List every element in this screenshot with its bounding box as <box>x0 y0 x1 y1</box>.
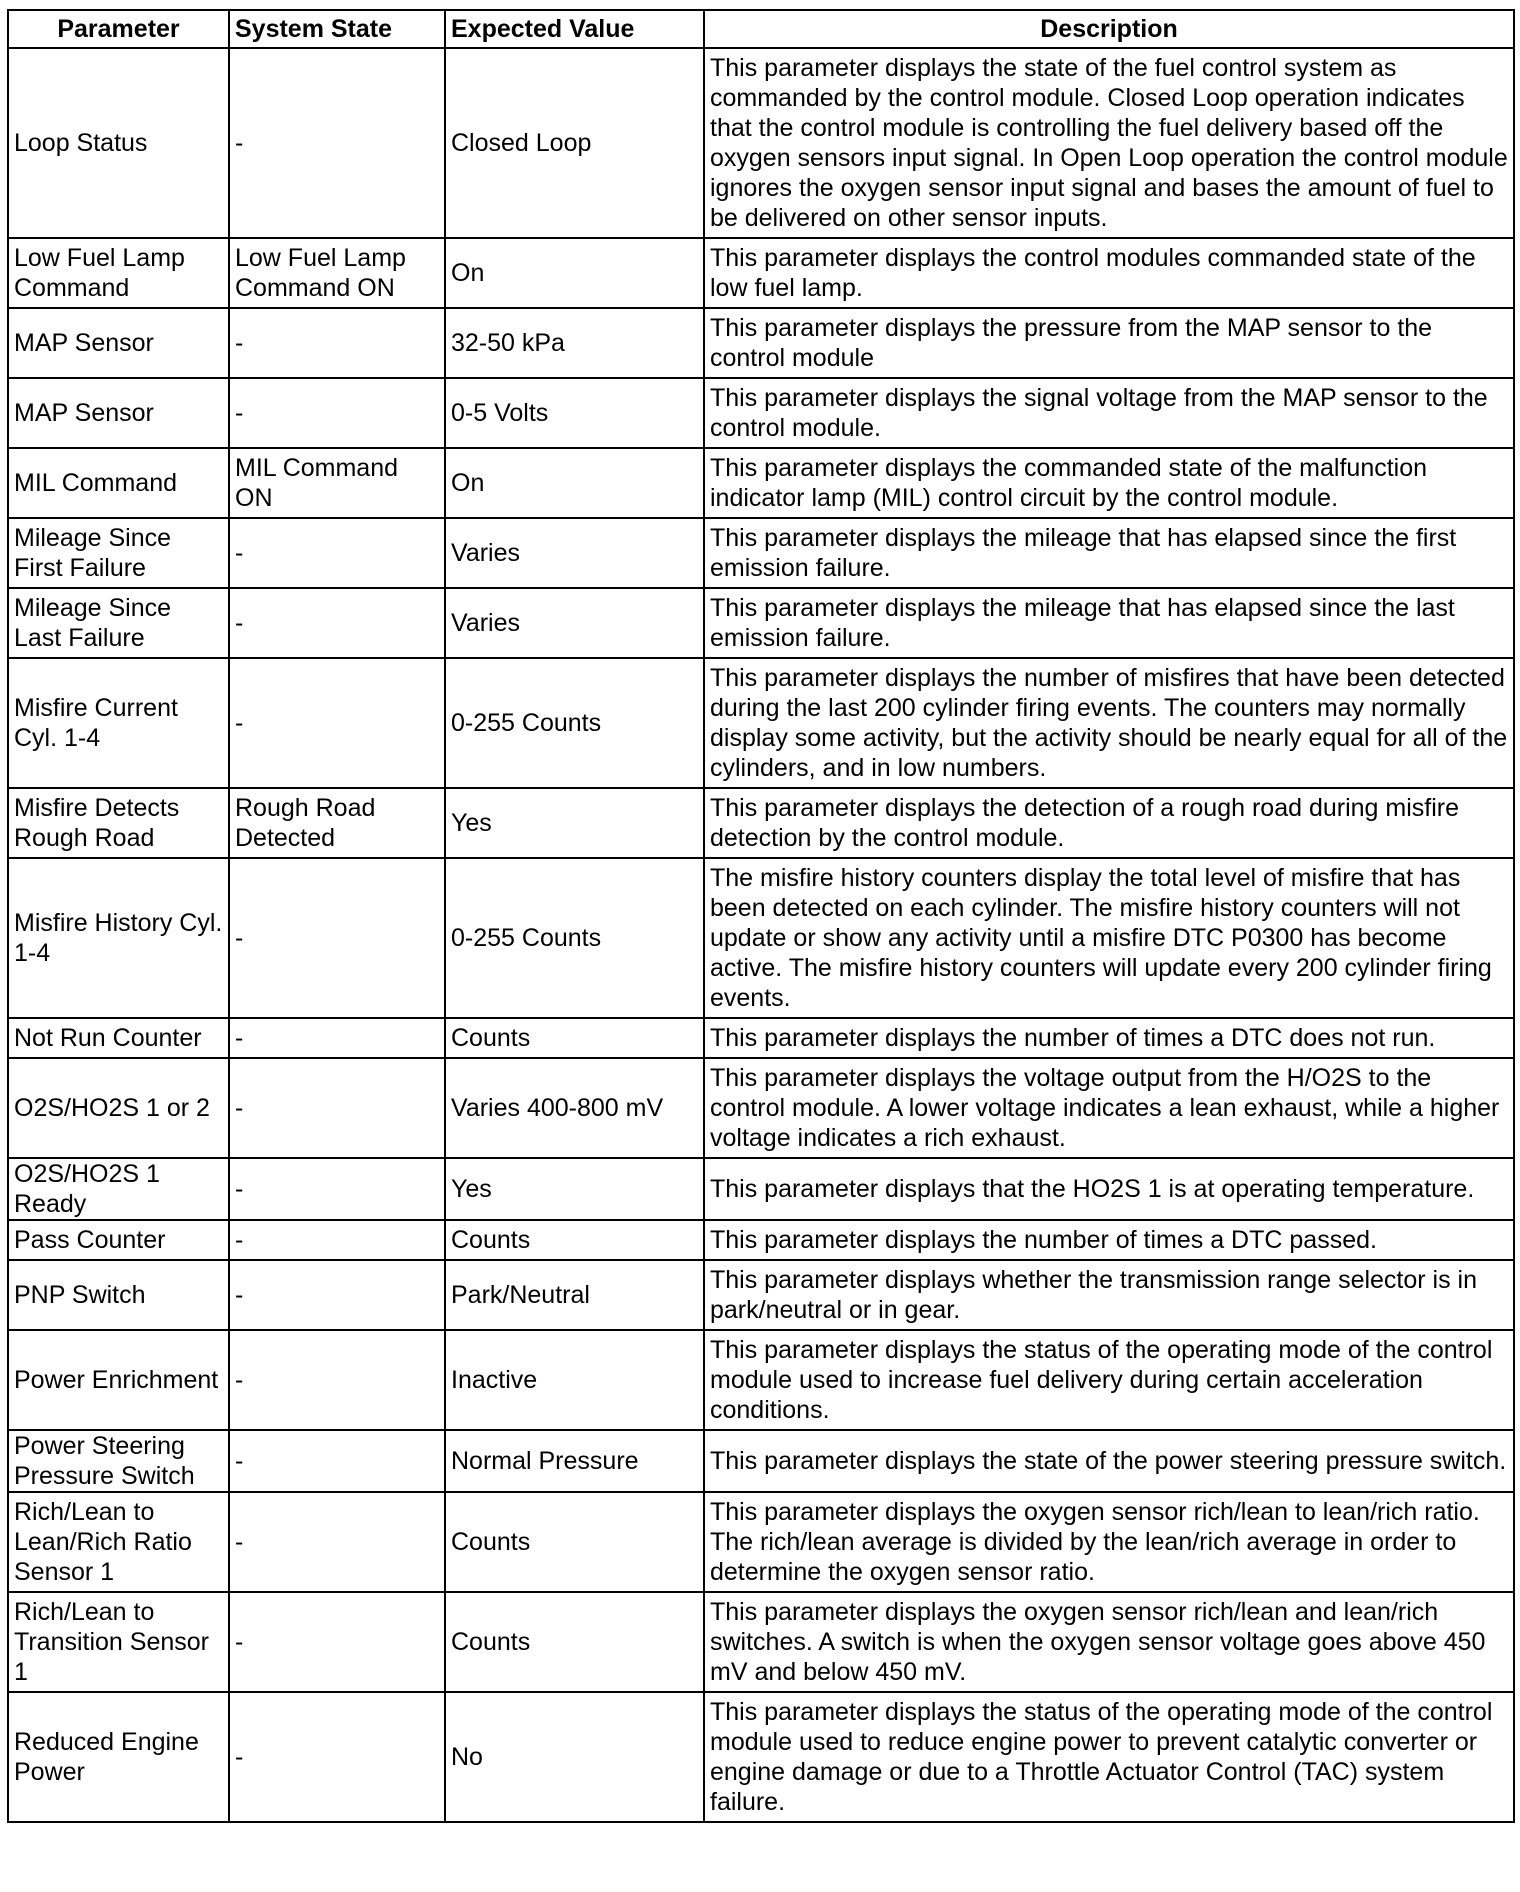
parameter-cell: Pass Counter <box>8 1220 229 1260</box>
table-row <box>8 858 1514 1018</box>
header-row <box>8 10 1514 48</box>
description-cell: This parameter displays the signal voltage from the MAP sensor to the control module. <box>704 378 1514 448</box>
expected-value-cell: Closed Loop <box>445 48 704 238</box>
expected-value-cell: Inactive <box>445 1330 704 1430</box>
parameter-cell: Misfire Detects Rough Road <box>8 788 229 858</box>
system-state-cell: - <box>229 1330 445 1430</box>
expected-value-cell: Counts <box>445 1220 704 1260</box>
parameter-cell: O2S/HO2S 1 or 2 <box>8 1058 229 1158</box>
description-cell: This parameter displays the commanded state of the malfunction indicator lamp (MIL) control circuit by the control module. <box>704 448 1514 518</box>
expected-value-cell: Counts <box>445 1018 704 1058</box>
system-state-cell: - <box>229 658 445 788</box>
expected-value-cell: Yes <box>445 788 704 858</box>
expected-value-cell: No <box>445 1692 704 1822</box>
table-body <box>8 48 1514 1822</box>
parameter-cell: Loop Status <box>8 48 229 238</box>
expected-value-cell: Varies <box>445 588 704 658</box>
expected-value-cell: Park/Neutral <box>445 1260 704 1330</box>
parameter-cell: PNP Switch <box>8 1260 229 1330</box>
parameter-cell: Mileage Since Last Failure <box>8 588 229 658</box>
table-row <box>8 1492 1514 1592</box>
expected-value-cell: Varies <box>445 518 704 588</box>
system-state-cell: - <box>229 308 445 378</box>
system-state-cell: - <box>229 1592 445 1692</box>
system-state-cell: - <box>229 1430 445 1492</box>
description-cell: This parameter displays the voltage output from the H/O2S to the control module. A lower voltage indicates a lean exhaust, while a higher voltage indicates a rich exhaust. <box>704 1058 1514 1158</box>
description-cell: This parameter displays the number of times a DTC does not run. <box>704 1018 1514 1058</box>
description-cell: This parameter displays the state of the fuel control system as commanded by the control module. Closed Loop operation indicates that the control module is controlling the fuel delivery based off the oxygen sensors input signal. In Open Loop operation the control module ignores the oxygen sensor input signal and bases the amount of fuel to be delivered on other sensor inputs. <box>704 48 1514 238</box>
expected-value-cell: 0-255 Counts <box>445 658 704 788</box>
table-row <box>8 658 1514 788</box>
parameter-cell: Power Enrichment <box>8 1330 229 1430</box>
system-state-cell: - <box>229 1692 445 1822</box>
parameter-table <box>7 9 1515 1823</box>
table-row <box>8 1330 1514 1430</box>
description-cell: This parameter displays the state of the power steering pressure switch. <box>704 1430 1514 1492</box>
description-cell: This parameter displays the control modules commanded state of the low fuel lamp. <box>704 238 1514 308</box>
table-row <box>8 1592 1514 1692</box>
table-row <box>8 1058 1514 1158</box>
system-state-cell: - <box>229 378 445 448</box>
table-row <box>8 238 1514 308</box>
table-row <box>8 48 1514 238</box>
description-cell: This parameter displays whether the transmission range selector is in park/neutral or in gear. <box>704 1260 1514 1330</box>
parameter-cell: Misfire Current Cyl. 1-4 <box>8 658 229 788</box>
system-state-cell: - <box>229 1260 445 1330</box>
expected-value-cell: Counts <box>445 1492 704 1592</box>
table-row <box>8 378 1514 448</box>
table-row <box>8 788 1514 858</box>
parameter-cell: Not Run Counter <box>8 1018 229 1058</box>
system-state-cell: - <box>229 518 445 588</box>
expected-value-cell: On <box>445 448 704 518</box>
table-row <box>8 1158 1514 1220</box>
description-cell: This parameter displays the detection of a rough road during misfire detection by the control module. <box>704 788 1514 858</box>
table-row <box>8 1692 1514 1822</box>
table-row <box>8 588 1514 658</box>
parameter-cell: Low Fuel Lamp Command <box>8 238 229 308</box>
expected-value-cell: 32-50 kPa <box>445 308 704 378</box>
table-row <box>8 1220 1514 1260</box>
system-state-cell: - <box>229 858 445 1018</box>
system-state-cell: - <box>229 1158 445 1220</box>
description-cell: This parameter displays the oxygen sensor rich/lean to lean/rich ratio. The rich/lean average is divided by the lean/rich average in order to determine the oxygen sensor ratio. <box>704 1492 1514 1592</box>
system-state-cell: MIL Command ON <box>229 448 445 518</box>
table-row <box>8 518 1514 588</box>
header-parameter: Parameter <box>8 10 229 48</box>
description-cell: This parameter displays the pressure from the MAP sensor to the control module <box>704 308 1514 378</box>
table-row <box>8 308 1514 378</box>
description-cell: This parameter displays the mileage that has elapsed since the last emission failure. <box>704 588 1514 658</box>
system-state-cell: - <box>229 1058 445 1158</box>
header-system-state: System State <box>229 10 445 48</box>
description-cell: This parameter displays the number of times a DTC passed. <box>704 1220 1514 1260</box>
system-state-cell: - <box>229 1018 445 1058</box>
header-expected-value: Expected Value <box>445 10 704 48</box>
description-cell: The misfire history counters display the total level of misfire that has been detected on each cylinder. The misfire history counters will not update or show any activity until a misfire DTC P0300 has become active. The misfire history counters will update every 200 cylinder firing events. <box>704 858 1514 1018</box>
table-row <box>8 1260 1514 1330</box>
expected-value-cell: On <box>445 238 704 308</box>
expected-value-cell: Counts <box>445 1592 704 1692</box>
parameter-cell: O2S/HO2S 1 Ready <box>8 1158 229 1220</box>
table-row <box>8 1430 1514 1492</box>
expected-value-cell: Varies 400-800 mV <box>445 1058 704 1158</box>
system-state-cell: - <box>229 1220 445 1260</box>
system-state-cell: - <box>229 1492 445 1592</box>
system-state-cell: Low Fuel Lamp Command ON <box>229 238 445 308</box>
parameter-cell: Rich/Lean to Lean/Rich Ratio Sensor 1 <box>8 1492 229 1592</box>
parameter-cell: Mileage Since First Failure <box>8 518 229 588</box>
description-cell: This parameter displays the mileage that has elapsed since the first emission failure. <box>704 518 1514 588</box>
system-state-cell: Rough Road Detected <box>229 788 445 858</box>
system-state-cell: - <box>229 588 445 658</box>
parameter-cell: MAP Sensor <box>8 308 229 378</box>
description-cell: This parameter displays the number of misfires that have been detected during the last 200 cylinder firing events. The counters may normally display some activity, but the activity should be nearly equal for all of the cylinders, and in low numbers. <box>704 658 1514 788</box>
parameter-cell: MAP Sensor <box>8 378 229 448</box>
system-state-cell: - <box>229 48 445 238</box>
parameter-cell: Power Steering Pressure Switch <box>8 1430 229 1492</box>
expected-value-cell: 0-255 Counts <box>445 858 704 1018</box>
table-row <box>8 1018 1514 1058</box>
expected-value-cell: 0-5 Volts <box>445 378 704 448</box>
description-cell: This parameter displays the status of the operating mode of the control module used to increase fuel delivery during certain acceleration conditions. <box>704 1330 1514 1430</box>
description-cell: This parameter displays the status of the operating mode of the control module used to reduce engine power to prevent catalytic converter or engine damage or due to a Throttle Actuator Control (TAC) system failure. <box>704 1692 1514 1822</box>
parameter-cell: Misfire History Cyl. 1-4 <box>8 858 229 1018</box>
parameter-cell: Reduced Engine Power <box>8 1692 229 1822</box>
header-description: Description <box>704 10 1514 48</box>
table-row <box>8 448 1514 518</box>
expected-value-cell: Normal Pressure <box>445 1430 704 1492</box>
parameter-cell: MIL Command <box>8 448 229 518</box>
parameter-cell: Rich/Lean to Transition Sensor 1 <box>8 1592 229 1692</box>
description-cell: This parameter displays that the HO2S 1 is at operating temperature. <box>704 1158 1514 1220</box>
expected-value-cell: Yes <box>445 1158 704 1220</box>
description-cell: This parameter displays the oxygen sensor rich/lean and lean/rich switches. A switch is when the oxygen sensor voltage goes above 450 mV and below 450 mV. <box>704 1592 1514 1692</box>
